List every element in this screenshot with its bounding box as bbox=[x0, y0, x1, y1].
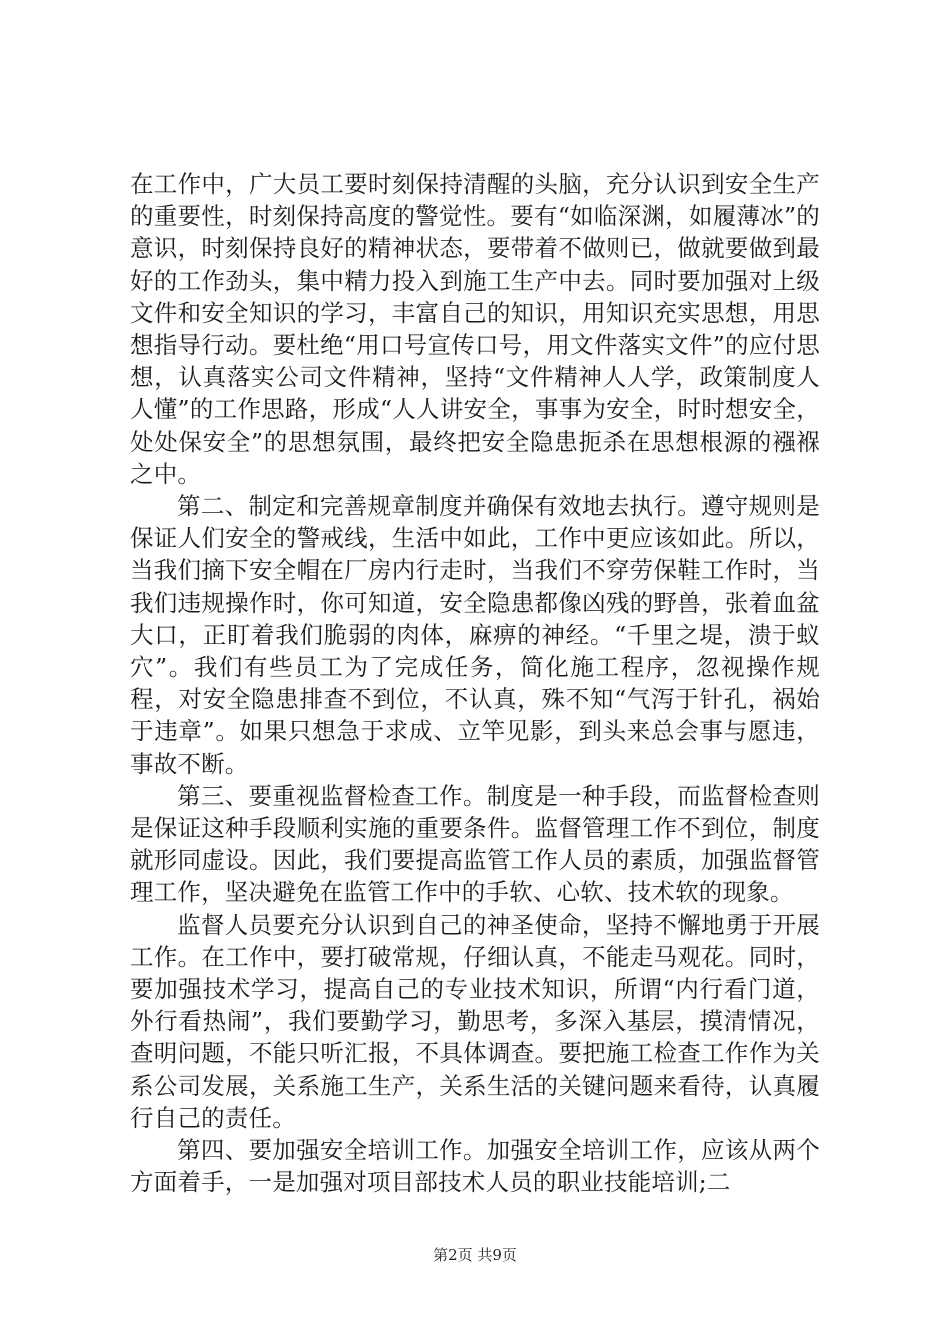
document-body bbox=[130, 168, 820, 1199]
paragraph-5: 第四、要加强安全培训工作。加强安全培训工作，应该从两个方面着手，一是加强对项目部技术人员的职业技能培训;二 bbox=[130, 1136, 820, 1197]
paragraph-4: 监督人员要充分认识到自己的神圣使命，坚持不懈地勇于开展工作。在工作中，要打破常规，仔细认真，不能走马观花。同时，要加强技术学习，提高自己的专业技术知识，所谓“内行看门道，外行看热闹”，我们要勤学习，勤思考，多深入基层，摸清情况，查明问题，不能只听汇报，不具体调查。要把施工检查工作作为关系公司发展，关系施工生产，关系生活的关键问题来看待，认真履行自己的责任。 bbox=[130, 910, 820, 1132]
paragraph-3: 第三、要重视监督检查工作。制度是一种手段，而监督检查则是保证这种手段顺利实施的重要条件。监督管理工作不到位，制度就形同虚设。因此，我们要提高监管工作人员的素质，加强监督管理工作，坚决避免在监管工作中的手软、心软、技术软的现象。 bbox=[130, 781, 820, 907]
paragraph-2: 第二、制定和完善规章制度并确保有效地去执行。遵守规则是保证人们安全的警戒线，生活中如此，工作中更应该如此。所以，当我们摘下安全帽在厂房内行走时，当我们不穿劳保鞋工作时，当我们违规操作时，你可知道，安全隐患都像凶残的野兽，张着血盆大口，正盯着我们脆弱的肉体，麻痹的神经。“千里之堤，溃于蚁穴”。我们有些员工为了完成任务，简化施工程序，忽视操作规程，对安全隐患排查不到位，不认真，殊不知“气泻于针孔，祸始于违章”。如果只想急于求成、立竿见影，到头来总会事与愿违，事故不断。 bbox=[130, 492, 820, 778]
paragraph-1: 在工作中，广大员工要时刻保持清醒的头脑，充分认识到安全生产的重要性，时刻保持高度的警觉性。要有“如临深渊，如履薄冰”的意识，时刻保持良好的精神状态，要带着不做则已，做就要做到最好的工作劲头，集中精力投入到施工生产中去。同时要加强对上级文件和安全知识的学习，丰富自己的知识，用知识充实思想，用思想指导行动。要杜绝“用口号宣传口号，用文件落实文件”的应付思想，认真落实公司文件精神，坚持“文件精神人人学，政策制度人人懂”的工作思路，形成“人人讲安全，事事为安全，时时想安全，处处保安全”的思想氛围，最终把安全隐患扼杀在思想根源的襁褓之中。 bbox=[130, 170, 820, 488]
page-number-footer: 第2页 共9页 bbox=[433, 1246, 517, 1264]
